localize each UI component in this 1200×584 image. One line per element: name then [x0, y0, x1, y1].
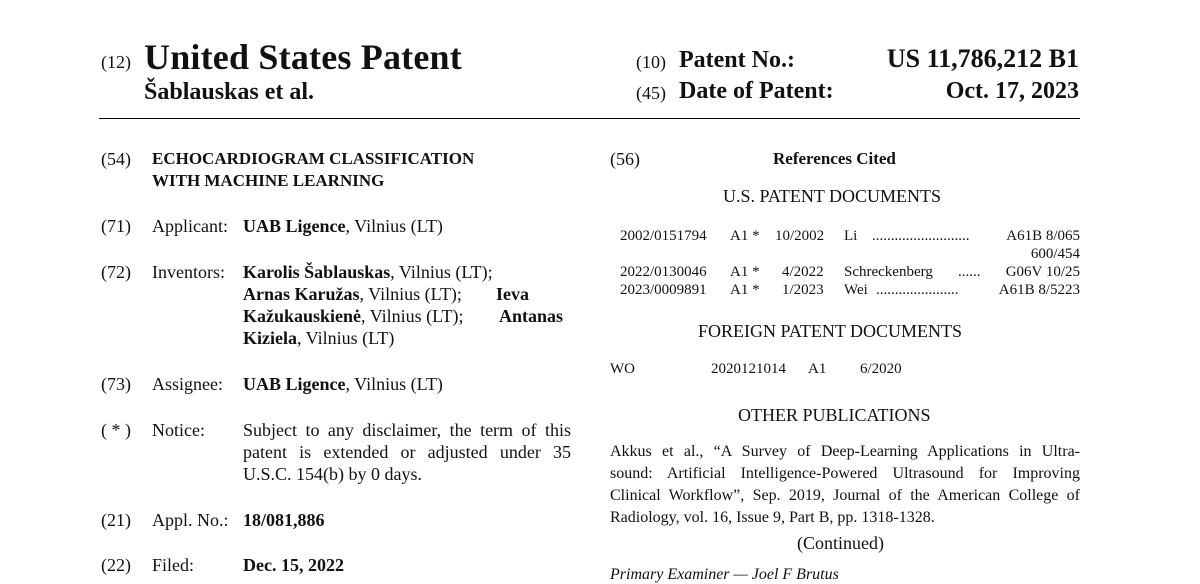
- inventor-location: , Vilnius (LT): [296, 328, 395, 348]
- ref-kind: A1 *: [730, 264, 760, 280]
- ref-country: WO: [610, 361, 635, 377]
- notice-line1: Subject to any disclaimer, the term of this: [243, 420, 571, 440]
- assignee-value: [243, 374, 443, 395]
- publication-line1: Akkus et al., “A Survey of Deep-Learning Applications in Ultra-: [610, 443, 1080, 460]
- assignee-name: UAB Ligence: [243, 374, 346, 394]
- patent-no-code: (10): [636, 52, 666, 72]
- us-patent-documents-heading: U.S. PATENT DOCUMENTS: [723, 186, 942, 206]
- invention-title-line1: ECHOCARDIOGRAM CLASSIFICATION: [152, 149, 475, 168]
- ref-class: A61B 8/065: [1006, 228, 1080, 244]
- continued-note: (Continued): [797, 533, 884, 553]
- inventor-name: Arnas Karužas: [243, 284, 360, 304]
- ref-number: 2022/0130046: [620, 264, 707, 280]
- header-divider: [99, 118, 1080, 119]
- notice-label: Notice:: [152, 420, 205, 440]
- publication-line4: Radiology, vol. 16, Issue 9, Part B, pp. 1318-1328.: [610, 509, 935, 526]
- ref-kind: A1 *: [730, 282, 760, 298]
- ref-name: Wei: [844, 282, 868, 298]
- ref-kind: A1 *: [730, 228, 760, 244]
- appl-no-code: (21): [101, 510, 131, 530]
- ref-class: G06V 10/25: [1005, 264, 1080, 280]
- patent-no-label: Patent No.:: [679, 47, 795, 73]
- ref-number: 2020121014: [711, 361, 786, 377]
- applicant-location: , Vilnius (LT): [345, 216, 443, 236]
- ref-class: A61B 8/5223: [998, 282, 1080, 298]
- applicant-value: [243, 216, 443, 237]
- filed-code: (22): [101, 555, 131, 575]
- document-title: United States Patent: [144, 37, 462, 77]
- other-publications-heading: OTHER PUBLICATIONS: [738, 405, 931, 425]
- appl-no-value: 18/081,886: [243, 510, 325, 530]
- inventors-line1: [243, 262, 493, 283]
- ref-kind: A1: [808, 361, 827, 377]
- inventor-name: Kažukauskienė: [243, 306, 362, 326]
- title-code: (54): [101, 149, 131, 169]
- inventor-location: , Vilnius (LT);: [359, 284, 462, 304]
- notice-line2: patent is extended or adjusted under 35: [243, 442, 571, 462]
- ref-date: 1/2023: [782, 282, 824, 298]
- ref-class: 600/454: [1030, 246, 1080, 262]
- inventor-name: Ieva: [496, 284, 529, 304]
- foreign-patent-documents-heading: FOREIGN PATENT DOCUMENTS: [698, 321, 963, 341]
- inventors-line2: [243, 284, 529, 305]
- kind-code-12: (12): [101, 52, 131, 72]
- filed-value: Dec. 15, 2022: [243, 555, 344, 575]
- publication-line3: Clinical Workflow”, Sep. 2019, Journal of the American College of: [610, 487, 1080, 504]
- references-code: (56): [610, 149, 640, 169]
- filed-label: Filed:: [152, 555, 195, 575]
- inventor-name: Antanas: [498, 306, 563, 326]
- inventors-code: (72): [101, 262, 131, 282]
- assignee-location: , Vilnius (LT): [345, 374, 443, 394]
- ref-number: 2002/0151794: [620, 228, 707, 244]
- assignee-label: Assignee:: [152, 374, 223, 394]
- notice-line3: U.S.C. 154(b) by 0 days.: [243, 464, 422, 484]
- applicant-code: (71): [101, 216, 131, 236]
- patent-number: US 11,786,212 B1: [886, 44, 1079, 73]
- ref-dots: ......................: [876, 282, 959, 298]
- inventors-line3: [243, 306, 563, 327]
- publication-line2: sound: Artificial Intelligence-Powered Ultrasound for Improving: [610, 465, 1080, 482]
- date-of-patent-code: (45): [636, 83, 666, 103]
- date-of-patent-value: Oct. 17, 2023: [945, 78, 1079, 104]
- ref-date: 6/2020: [860, 361, 902, 377]
- notice-code: ( * ): [101, 420, 131, 440]
- ref-name: Schreckenberg: [844, 264, 933, 280]
- applicant-label: Applicant:: [152, 216, 228, 236]
- ref-date: 10/2002: [775, 228, 825, 244]
- inventor-name: Kiziela: [243, 328, 297, 348]
- first-inventor-et-al: Šablauskas et al.: [144, 79, 315, 105]
- date-of-patent-label: Date of Patent:: [679, 78, 834, 104]
- primary-examiner-partial: Primary Examiner — Joel F Brutus: [610, 566, 839, 583]
- inventor-location: , Vilnius (LT);: [361, 306, 464, 326]
- ref-name: Li: [844, 228, 858, 244]
- invention-title-line2: WITH MACHINE LEARNING: [152, 171, 385, 190]
- inventor-location: , Vilnius (LT);: [390, 262, 493, 282]
- inventors-line4: [243, 328, 394, 349]
- references-cited-heading: References Cited: [773, 149, 896, 168]
- ref-date: 4/2022: [782, 264, 824, 280]
- inventor-name: Karolis Šablauskas: [243, 262, 391, 282]
- ref-number: 2023/0009891: [620, 282, 707, 298]
- assignee-code: (73): [101, 374, 131, 394]
- appl-no-label: Appl. No.:: [152, 510, 229, 530]
- ref-dots: ......: [958, 264, 981, 280]
- applicant-name: UAB Ligence: [243, 216, 346, 236]
- ref-dots: ..........................: [872, 228, 970, 244]
- inventors-label: Inventors:: [152, 262, 225, 282]
